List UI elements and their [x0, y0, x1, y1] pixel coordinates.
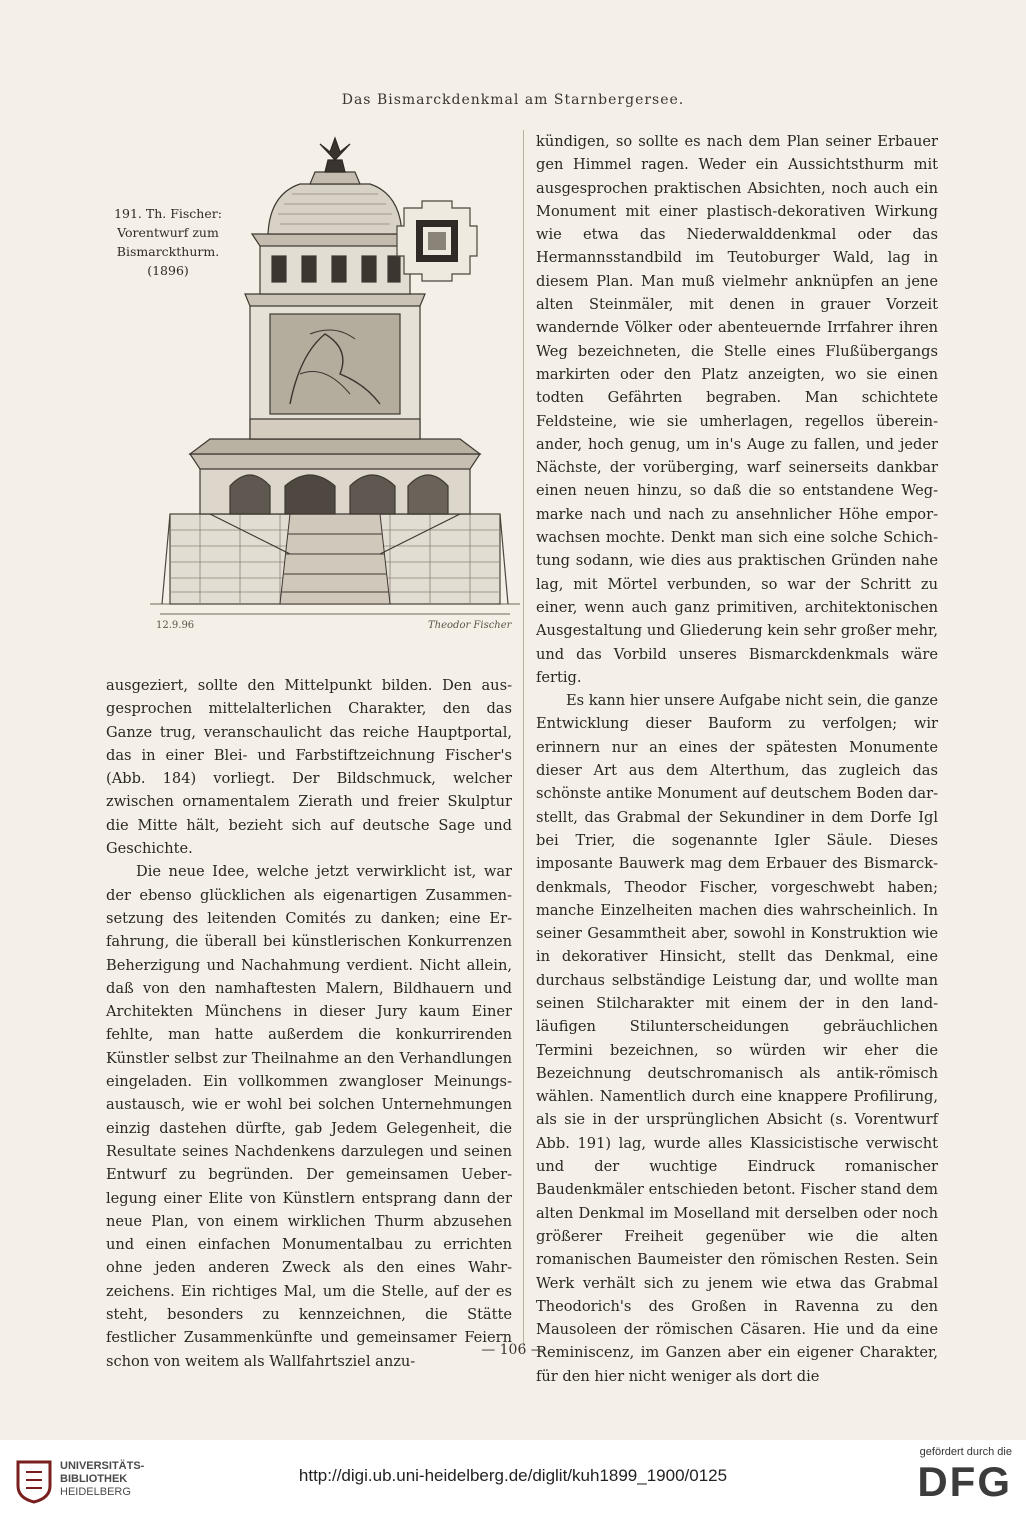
running-head: Das Bismarckdenkmal am Starnbergersee. [341, 92, 685, 108]
eagle-finial [320, 138, 350, 172]
date-mark: 12.9.96 [156, 620, 195, 631]
central-stair [280, 514, 390, 604]
paragraph: Es kann hier unsere Aufgabe nicht sein, die ganze Entwicklung dieser Bauform zu verfolgen; wir erinnern nur an eines der spätesten Monumente dieser Art aus dem Alterthum, das zugleich das schönste antike Monument auf deutschem Boden darstellt, das Grabmal der Sekundiner in dem Dorfe Igl bei Trier, die sogenannte Igler Säule. Dieses imposante Bauwerk mag dem Erbauer des Bismarckdenkmals, Theodor Fischer, vorgeschwebt haben; manche Einzelheiten machen dies wahrscheinlich. In seiner Gesammtheit aber, sowohl in Konstruktion wie in dekorativer Hinsicht, stellt das Denkmal, eine durchaus selbständige Leistung dar, und wollte man seinen Stilcharakter mit einem der in den landläufigen Stilunterscheidungen gebräuchlichen Termini bezeichnen, so würden wir eher die Bezeichnung deutschromanisch als antik-römisch wählen. Namentlich durch eine knappere Profilirung, als sie in der ursprünglichen Absicht (s. Vorentwurf Abb. 191) lag, wurde alles Klassicistische verwischt und der wuchtige Eindruck romanischer Baudenkmäler entschieden betont. Fischer stand dem alten Denkmal im Moselland mit derselben oder noch größerer Freiheit gegenüber wie die alten romanischen Baumeister den römischen Resten. Sein Werk verhält sich zu jenem wie etwa das Grabmal Theodorich's des Großen in Ravenna zu den Mausoleen der römischen Cäsaren. Hie und da eine Reminiscenz, im Ganzen aber ein eigener Charakter, für den hier nicht weniger als dort die [536, 692, 938, 1385]
right-column [536, 130, 938, 1388]
tower-shaft [245, 294, 425, 439]
caption-line: (1896) [147, 263, 189, 278]
figure-caption [96, 204, 240, 280]
dfg-wordmark: DFG [917, 1458, 1012, 1505]
permalink-url[interactable]: http://digi.ub.uni-heidelberg.de/diglit/kuh1899_1900/0125 [298, 1466, 728, 1485]
caption-line: Bismarckthurm. [116, 244, 220, 259]
library-name-line: UNIVERSITÄTS- [60, 1460, 145, 1472]
library-name-line: HEIDELBERG [60, 1486, 131, 1498]
tower-dome [268, 172, 402, 234]
paragraph: kündigen, so sollte es nach dem Plan seiner Erbauer gen Himmel ragen. Weder ein Aussichtsthurm mit ausgesprochen praktischen Absichten, noch auch ein Monument mit einer plastisch-dekorativen Wirkung wie etwa das Niederwalddenkmal oder das Hermannsstandbild im Teutoburger Wald, lag in diesem Plan. Man muß vielmehr anknüpfen an jene alten Steinmäler, mit denen in grauer Vorzeit wandernde Völker oder abenteuernde Irrfahrer ihren Weg bezeichneten, die Stelle eines Flußübergangs markirten oder den Platz anzeigten, wo sie einen todten Gefährten begraben. Man schichtete Feldsteine, wie sie umherlagen, regellos übereinander, hoch genug, um in's Auge zu fallen, und jeder Nächste, der vorüberging, warf seinerseits dankbar einen neuen hinzu, so daß die so entstandene Wegmarke nach und nach zu ansehnlicher Höhe emporwachsen mochte. Denkt man sich eine solche Schichtung sodann, wie dies aus praktischen Gründen nahe lag, mit Mörtel verbunden, so war der Schritt zu einer, wenn auch ganz primitiven, architektonischen Ausgestaltung und Gliederung kein sehr großer mehr, und das Vorbild unseres Bismarckdenkmals wäre fertig. [536, 133, 938, 686]
column-divider [523, 130, 524, 1348]
library-name-line: BIBLIOTHEK [60, 1473, 128, 1485]
viewer-footer [0, 1440, 1026, 1518]
floor-plan-diagram [392, 196, 482, 286]
artist-signature: Theodor Fischer [428, 620, 512, 631]
paragraph: ausgeziert, sollte den Mittelpunkt bilden. Den ausgesprochen mittelalterlichen Charakter, den das Ganze trug, veranschaulicht das reiche Hauptportal, das in einer Blei- und Farbstiftzeichnung Fischer's (Abb. 184) vorliegt. Der Bildschmuck, welcher zwischen ornamentalem Zierath und freier Skulptur die Mitte hält, bezieht sich auf deutsche Sage und Geschichte. [106, 677, 512, 858]
left-column [106, 674, 512, 1373]
caption-line: 191. Th. Fischer: [114, 206, 222, 221]
arcade-pavilion [190, 439, 480, 514]
sponsor-claim: gefördert durch die [919, 1446, 1012, 1458]
page-number: — 106 — [481, 1342, 545, 1358]
caption-line: Vorentwurf zum [117, 225, 219, 240]
sponsor-logo[interactable] [892, 1446, 1012, 1512]
paragraph: Die neue Idee, welche jetzt verwirklicht ist, war der ebenso glücklichen als eigenartigen Zusammensetzung des leitenden Comités zu danken; eine Erfahrung, die überall bei künstlerischen Konkurrenzen Beherzigung und Nachahmung verdient. Nicht allein, daß von den namhaftesten Malern, Bildhauern und Architekten Münchens in dieser Jury kaum Einer fehlte, man hatte außerdem die konkurrirenden Künstler selbst zur Theilnahme an den Verhandlungen eingeladen. Ein vollkommen zwangloser Meinungsaustausch, wie er wohl bei solchen Unternehmungen einzig dastehen dürfte, gab Jedem Gelegenheit, die Resultate seines Nachdenkens darzulegen und seinen Entwurf zu begründen. Der gemeinsamen Ueberlegung einer Elite von Künstlern entsprang dann der neue Plan, von einem wirklichen Thurm abzusehen und einen einfachen Monumentalbau zu errichten ohne jeden anderen Zweck als den eines Wahrzeichens. Ein richtiges Mal, um die Stelle, auf der es steht, besonders zu kennzeichnen, die Stätte festlicher Zusammenkünfte und gemeinsamer Feiern schon von weitem als Wallfahrtsziel anzu- [106, 863, 512, 1370]
